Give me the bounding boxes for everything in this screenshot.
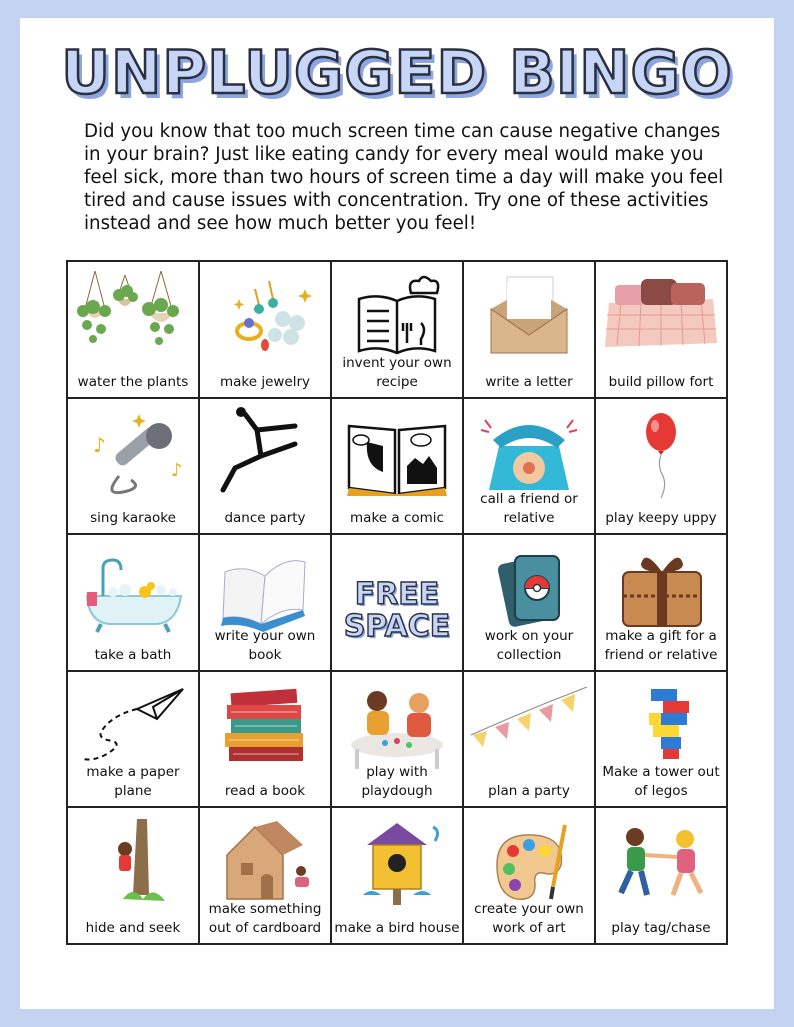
gift-icon [596,541,726,637]
lego-tower-icon [596,678,726,774]
bathtub-icon [68,541,198,637]
space-line: SPACE [343,609,451,645]
cell-label: read a book [224,783,306,800]
paper-plane-icon [68,678,198,774]
cell-label: play keepy uppy [605,510,717,527]
bingo-cell[interactable] [596,535,728,672]
cell-label: create your own work of art [474,900,584,936]
svg-text:♪: ♪ [171,459,183,481]
bingo-cell[interactable] [68,535,200,672]
cell-label: make a bird house [334,919,460,936]
bingo-cell[interactable] [332,672,464,809]
dancer-icon [200,405,330,501]
bingo-cell[interactable] [464,399,596,536]
bingo-cell[interactable] [68,808,200,945]
trading-cards-icon [464,541,594,637]
kids-running-icon [596,814,726,910]
bingo-cell[interactable] [464,262,596,399]
cell-label: play tag/chase [611,919,711,936]
bingo-grid [66,260,728,945]
page-title: UNPLUGGED BINGO [61,38,733,108]
book-stack-icon [200,678,330,774]
bingo-cell[interactable] [332,399,464,536]
cell-label: make a gift for a friend or relative [604,627,718,663]
cell-label: dance party [224,510,306,527]
cell-label: build pillow fort [608,373,714,390]
free-line: FREE [354,577,440,613]
bingo-cell[interactable] [464,808,596,945]
bunting-icon [464,678,594,774]
bingo-cell[interactable] [68,262,200,399]
birdhouse-icon [332,814,462,910]
bingo-cell[interactable] [332,262,464,399]
playdough-kids-icon [332,678,462,774]
bingo-cell[interactable] [200,672,332,809]
cell-label: Make a tower out of legos [602,764,720,800]
bingo-cell[interactable] [200,535,332,672]
cell-label: sing karaoke [90,510,176,527]
cell-label: make jewelry [219,373,311,390]
bingo-cell[interactable] [596,808,728,945]
cell-label: make a comic [350,510,444,527]
cardboard-house-icon [200,814,330,910]
intro-paragraph: Did you know that too much screen time can cause negative changes in your brain? Just like eating candy for every meal would make you feel sick, more than two hours of screen time a day will make you feel tired and cause issues with concentration. Try one of these activities instead and see how much better you feel! [84,121,724,234]
cell-label: make a paper plane [86,764,180,800]
bingo-cell[interactable] [200,808,332,945]
open-book-icon [200,541,330,637]
bingo-cell[interactable] [200,399,332,536]
microphone-icon [68,405,198,501]
cell-label: write a letter [485,373,573,390]
bingo-cell[interactable] [68,672,200,809]
hanging-plants-icon [68,268,198,364]
bingo-cell[interactable] [596,672,728,809]
telephone-icon [464,405,594,501]
bingo-cell[interactable] [596,399,728,536]
pillow-fort-icon [596,268,726,364]
bingo-cell[interactable] [464,535,596,672]
bingo-cell[interactable] [464,672,596,809]
recipe-book-icon [332,268,462,364]
envelope-icon [464,268,594,364]
cell-label: call a friend or relative [480,491,578,527]
paint-palette-icon [464,814,594,910]
cell-label: invent your own recipe [342,354,452,390]
cell-label: play with playdough [361,764,433,800]
bingo-cell[interactable] [596,262,728,399]
cell-label: take a bath [94,646,172,663]
cell-label: hide and seek [85,919,181,936]
svg-text:♪: ♪ [93,432,106,457]
cell-label: make something out of cardboard [208,900,322,936]
comic-book-icon [332,405,462,501]
bingo-cell[interactable] [332,808,464,945]
balloon-icon [596,405,726,501]
cell-label: work on your collection [484,627,574,663]
free-space [332,563,462,659]
cell-label: plan a party [488,783,570,800]
tree-hide-icon [68,814,198,910]
cell-label: write your own book [214,627,316,663]
bingo-cell[interactable] [332,535,464,672]
bingo-page [20,18,774,1009]
bingo-cell[interactable] [200,262,332,399]
cell-label: water the plants [77,373,189,390]
jewelry-icon [200,268,330,364]
bingo-cell[interactable] [68,399,200,536]
